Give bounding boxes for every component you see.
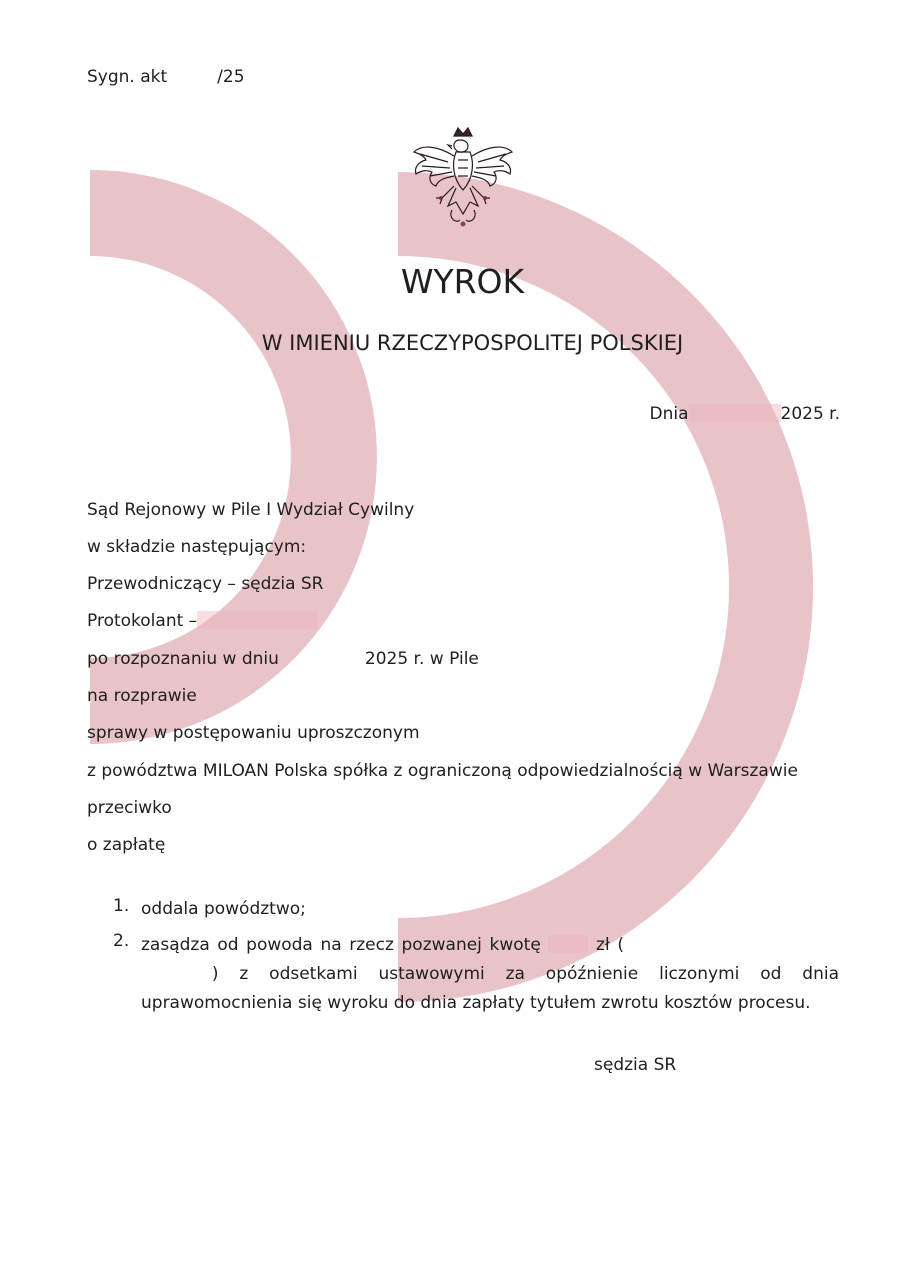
ruling-item: 1. oddala powództwo; [113,896,306,919]
hearing-date: po rozpoznaniu w dniu 2025 r. w Pile [87,649,479,669]
judgment-date: Dnia 2025 r. [649,404,840,424]
presiding-judge: Przewodniczący – sędzia SR [87,574,324,594]
case-number: Sygn. akt /25 [87,67,245,87]
judge-signature: sędzia SR [594,1055,677,1075]
ruling-item: 2. zasądza od powoda na rzecz pozwanej kwotę zł ( ) z odsetkami ustawowymi za opóźnienie liczonymi od dnia uprawomocnienia się wyroku do dnia zapłaty tytułem zwrotu kosztów procesu. [113,931,839,1013]
polish-eagle-emblem-icon [408,126,518,232]
document-title: WYROK [400,262,525,301]
procedure-type: sprawy w postępowaniu uproszczonym [87,723,420,743]
composition-label: w składzie następującym: [87,537,307,557]
court-clerk: Protokolant – [87,611,317,631]
document-subtitle: W IMIENIU RZECZYPOSPOLITEJ POLSKIEJ [261,331,684,355]
plaintiff: z powództwa MILOAN Polska spółka z ograniczoną odpowiedzialnością w Warszawie [87,761,798,781]
hearing-type: na rozprawie [87,686,197,706]
court-name: Sąd Rejonowy w Pile I Wydział Cywilny [87,500,415,520]
defendant: przeciwko [87,798,172,818]
rulings-list [87,896,839,1027]
case-subject: o zapłatę [87,835,166,855]
